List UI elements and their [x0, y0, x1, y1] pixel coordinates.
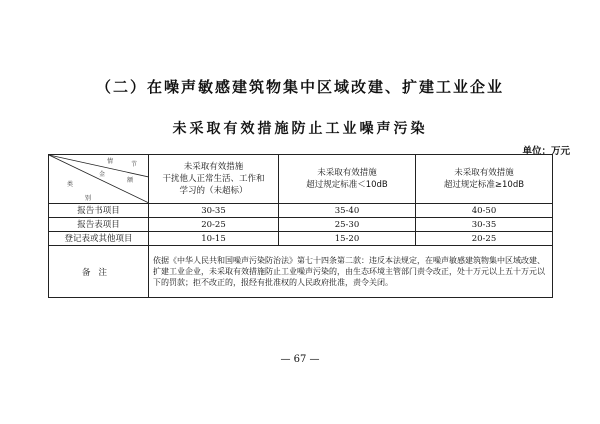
table-cell: 10-15	[149, 232, 279, 246]
diag-label: 金	[99, 171, 106, 178]
column-header: 未采取有效措施 超过规定标准≥10dB	[416, 155, 553, 204]
column-header: 未采取有效措施 超过规定标准＜10dB	[279, 155, 416, 204]
diag-label: 节	[131, 161, 138, 168]
row-category: 报告书项目	[49, 204, 149, 218]
table-cell: 40-50	[416, 204, 553, 218]
remark-row	[49, 246, 553, 298]
table-cell: 30-35	[416, 218, 553, 232]
diagonal-header-cell	[49, 155, 149, 204]
row-category: 报告表项目	[49, 218, 149, 232]
row-category: 登记表或其他项目	[49, 232, 149, 246]
table-row	[49, 218, 553, 232]
diag-label: 情	[107, 158, 114, 165]
table-row	[49, 204, 553, 218]
unit-label: 单位：万元	[522, 146, 570, 157]
table-cell: 15-20	[279, 232, 416, 246]
remark-text: 依据《中华人民共和国噪声污染防治法》第七十四条第二款：违反本法规定，在噪声敏感建筑物集中区域改建、扩建工业企业，未采取有效措施防止工业噪声污染的，由生态环境主管部门责令改正，处十万元以上五十万元以下的罚款；拒不改正的，报经有批准权的人民政府批准，责令关闭。	[149, 246, 553, 298]
table-row	[49, 232, 553, 246]
page-title: （二）在噪声敏感建筑物集中区域改建、扩建工业企业	[95, 78, 504, 96]
table-cell: 25-30	[279, 218, 416, 232]
diag-label: 额	[127, 177, 134, 184]
table-cell: 35-40	[279, 204, 416, 218]
remark-label: 备注	[49, 246, 149, 298]
diag-label: 类	[67, 181, 74, 188]
table-cell: 20-25	[416, 232, 553, 246]
page-subtitle: 未采取有效措施防止工业噪声污染	[172, 121, 428, 137]
penalty-table	[48, 154, 553, 298]
column-header: 未采取有效措施 干扰他人正常生活、工作和 学习的（未超标）	[149, 155, 279, 204]
table-cell: 20-25	[149, 218, 279, 232]
table-cell: 30-35	[149, 204, 279, 218]
diag-label: 别	[85, 195, 92, 202]
page-number: — 67 —	[280, 354, 320, 365]
